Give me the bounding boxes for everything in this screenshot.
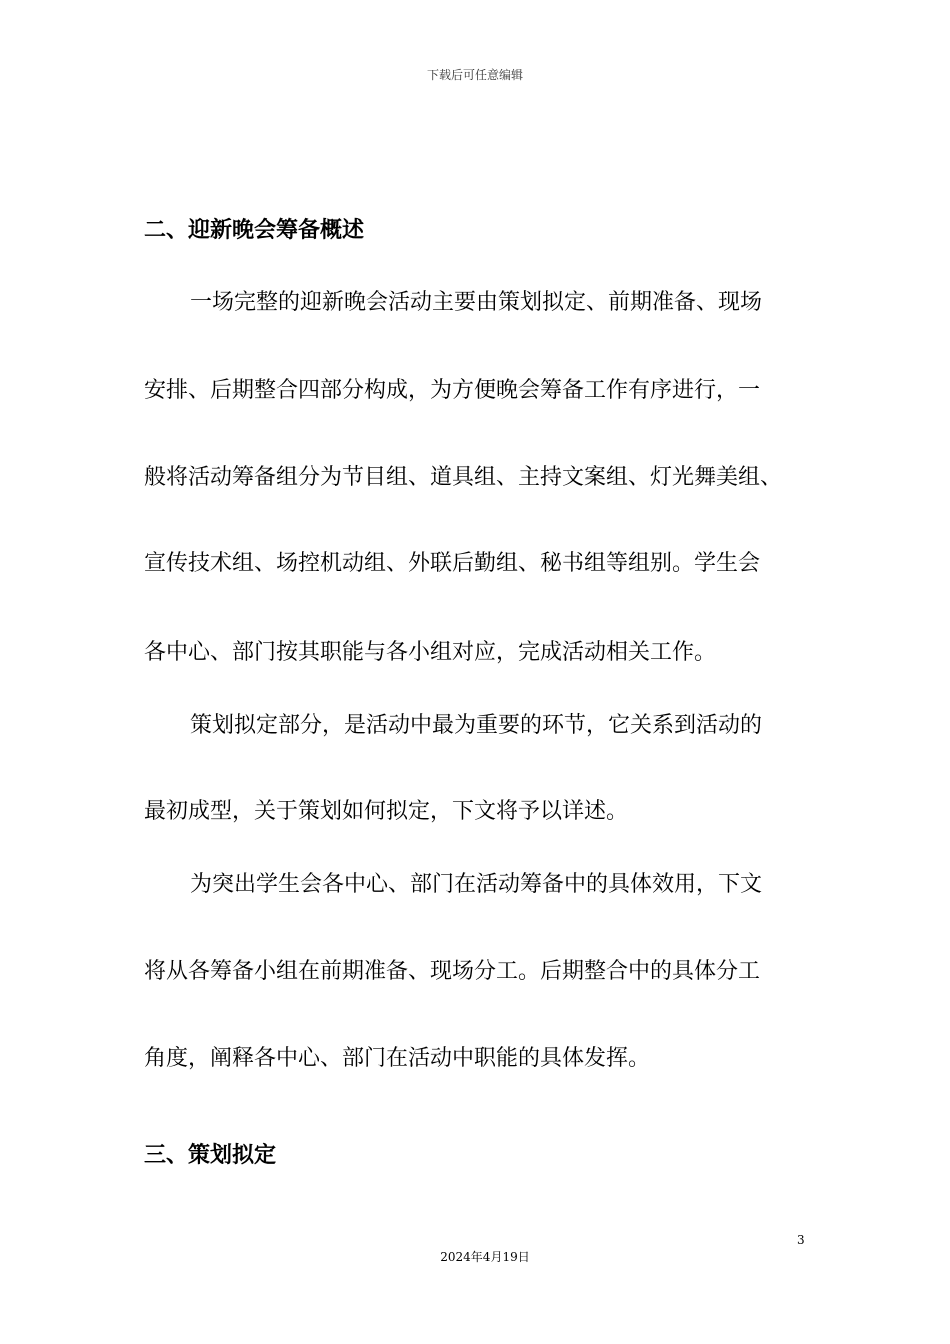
section-heading-overview: 二、迎新晚会筹备概述 bbox=[144, 218, 365, 243]
paragraph-line: 安排、后期整合四部分构成，为方便晚会筹备工作有序进行，一 bbox=[144, 378, 761, 403]
footer-date: 2024年4月19日 bbox=[440, 1250, 530, 1264]
paragraph-line: 最初成型，关于策划如何拟定，下文将予以详述。 bbox=[144, 799, 629, 824]
paragraph-line: 一场完整的迎新晚会活动主要由策划拟定、前期准备、现场 bbox=[190, 290, 763, 315]
paragraph-line: 般将活动筹备组分为节目组、道具组、主持文案组、灯光舞美组、 bbox=[144, 465, 783, 490]
header-note: 下载后可任意编辑 bbox=[426, 68, 523, 82]
page-number: 3 bbox=[797, 1233, 805, 1247]
section-heading-planning: 三、策划拟定 bbox=[144, 1143, 277, 1168]
paragraph-line: 各中心、部门按其职能与各小组对应，完成活动相关工作。 bbox=[144, 640, 717, 665]
paragraph-line: 角度，阐释各中心、部门在活动中职能的具体发挥。 bbox=[144, 1046, 651, 1071]
paragraph-line: 为突出学生会各中心、部门在活动筹备中的具体效用，下文 bbox=[190, 872, 763, 897]
paragraph-line: 将从各筹备小组在前期准备、现场分工。后期整合中的具体分工 bbox=[144, 959, 761, 984]
paragraph-line: 策划拟定部分，是活动中最为重要的环节，它关系到活动的 bbox=[190, 713, 763, 738]
paragraph-line: 宣传技术组、场控机动组、外联后勤组、秘书组等组别。学生会 bbox=[144, 551, 761, 576]
